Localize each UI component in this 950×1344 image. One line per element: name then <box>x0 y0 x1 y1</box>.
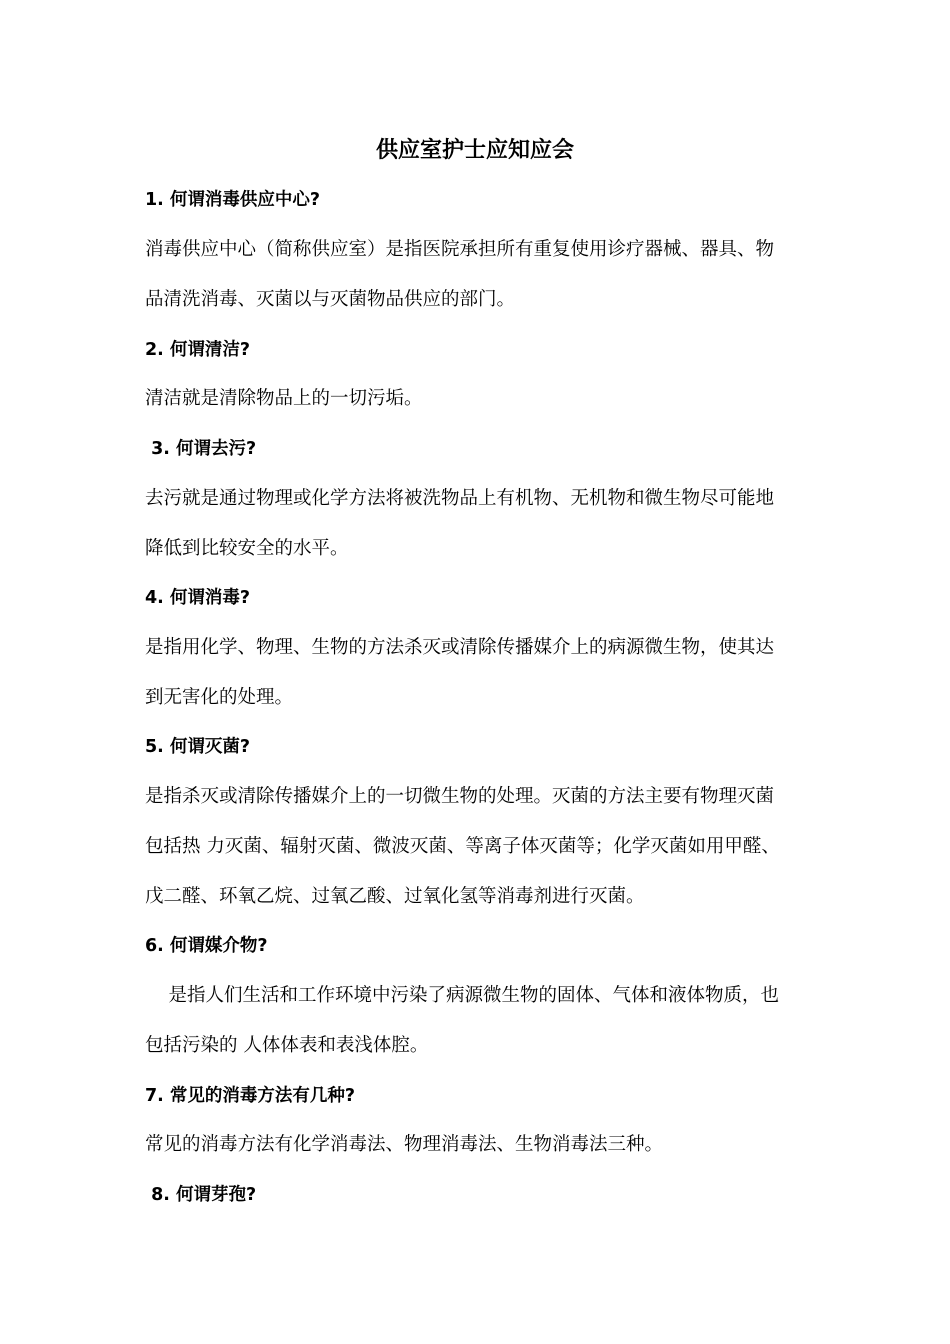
answer-4 <box>145 623 815 723</box>
answer-4-line-1: 是指用化学、物理、生物的方法杀灭或清除传播媒介上的病源微生物，使其达 <box>145 637 775 658</box>
question-6: 6. 何谓媒介物? <box>145 936 268 956</box>
answer-7-line-1: 常见的消毒方法有化学消毒法、物理消毒法、生物消毒法三种。 <box>145 1134 664 1155</box>
question-4: 4. 何谓消毒? <box>145 588 251 608</box>
answer-6-line-1: 是指人们生活和工作环境中污染了病源微生物的固体、气体和液体物质，也 <box>145 985 780 1006</box>
question-1: 1. 何谓消毒供应中心? <box>145 190 321 210</box>
answer-5 <box>145 772 815 922</box>
question-8: 8. 何谓芽孢? <box>145 1185 257 1205</box>
answer-1-line-1: 消毒供应中心（简称供应室）是指医院承担所有重复使用诊疗器械、器具、物 <box>145 239 775 260</box>
answer-3-line-1: 去污就是通过物理或化学方法将被洗物品上有机物、无机物和微生物尽可能地 <box>145 488 775 509</box>
answer-6 <box>145 971 815 1071</box>
answer-2-line-1: 清洁就是清除物品上的一切污垢。 <box>145 388 423 409</box>
question-5: 5. 何谓灭菌? <box>145 737 251 757</box>
answer-6-line-2: 包括污染的 人体体表和表浅体腔。 <box>145 1035 429 1056</box>
answer-3-line-2: 降低到比较安全的水平。 <box>145 538 349 559</box>
answer-2 <box>145 374 815 424</box>
question-3: 3. 何谓去污? <box>145 439 257 459</box>
answer-1-line-2: 品清洗消毒、灭菌以与灭菌物品供应的部门。 <box>145 289 516 310</box>
answer-4-line-2: 到无害化的处理。 <box>145 687 294 708</box>
answer-7 <box>145 1120 815 1170</box>
answer-5-line-3: 戊二醛、环氧乙烷、过氧乙酸、过氧化氢等消毒剂进行灭菌。 <box>145 886 645 907</box>
document-title: 供应室护士应知应会 <box>375 138 574 163</box>
answer-5-line-1: 是指杀灭或清除传播媒介上的一切微生物的处理。灭菌的方法主要有物理灭菌 <box>145 786 775 807</box>
question-2: 2. 何谓清洁? <box>145 340 251 360</box>
answer-5-line-2: 包括热 力灭菌、辐射灭菌、微波灭菌、等离子体灭菌等；化学灭菌如用甲醛、 <box>145 836 780 857</box>
answer-1 <box>145 225 815 325</box>
answer-3 <box>145 474 815 574</box>
question-7: 7. 常见的消毒方法有几种? <box>145 1086 356 1106</box>
